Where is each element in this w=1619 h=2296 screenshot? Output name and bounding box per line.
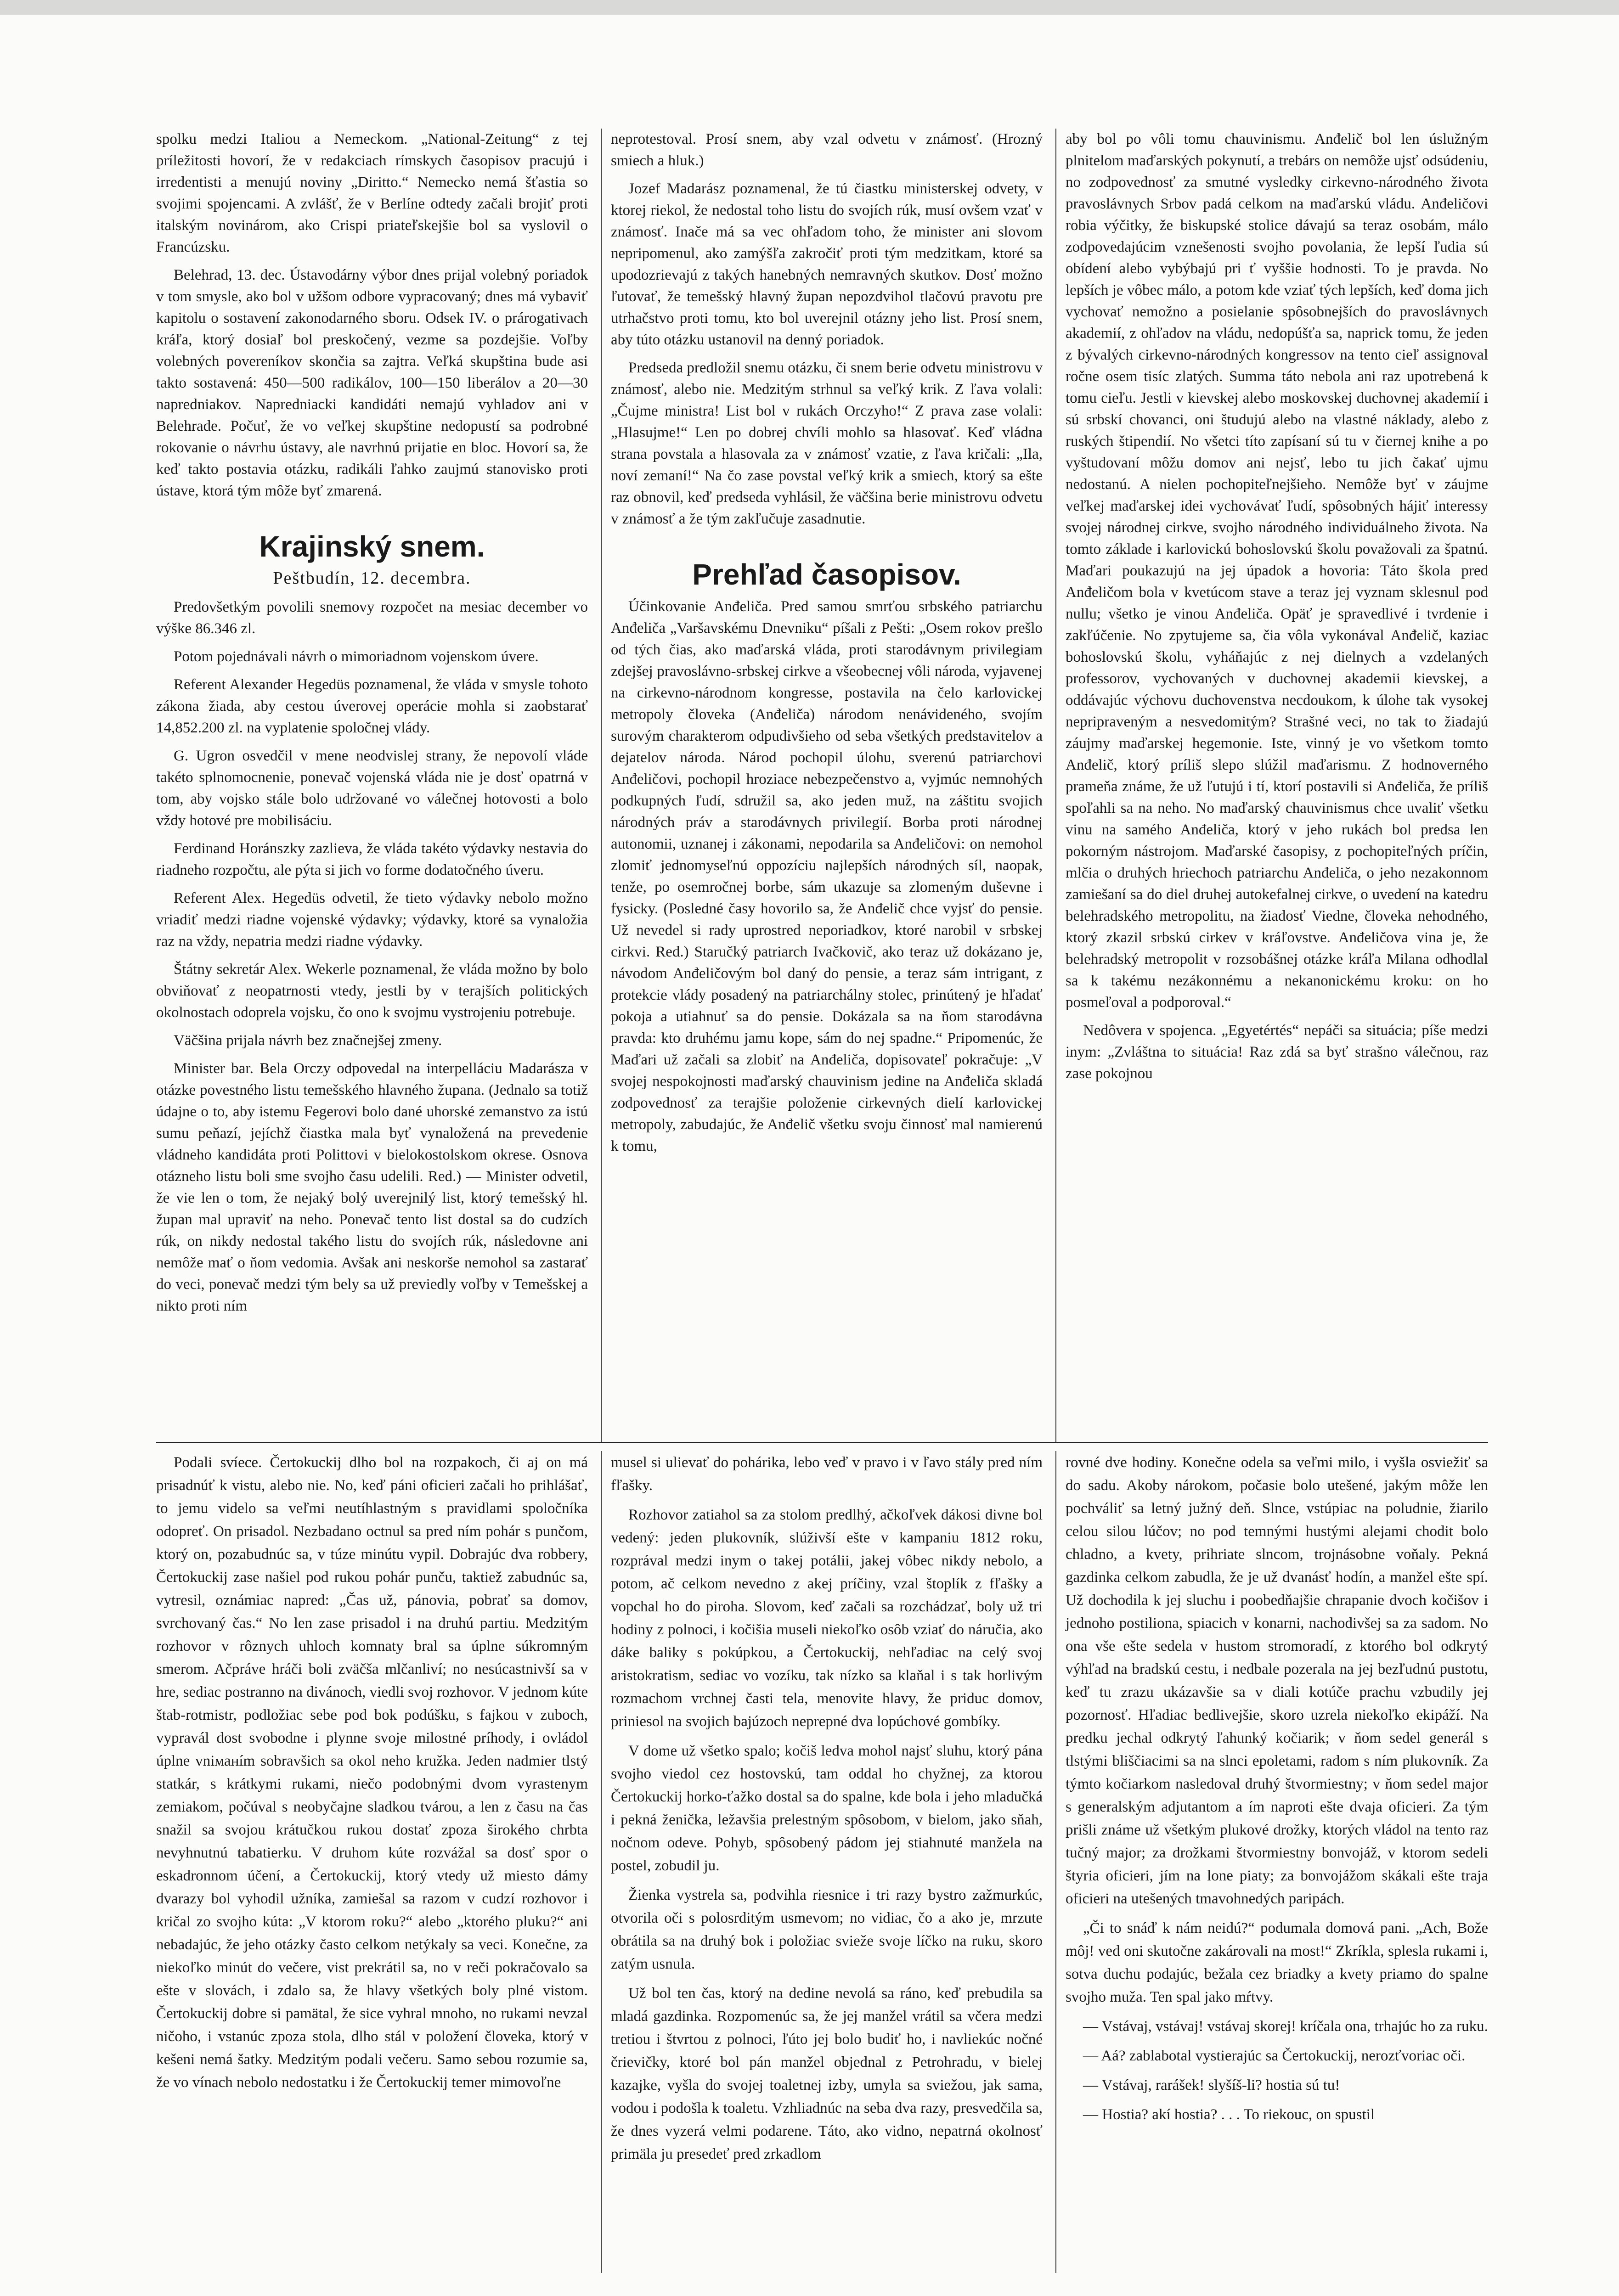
column-rule <box>601 1451 602 2273</box>
paragraph: Rozhovor zatiahol sa za stolom predlhý, ačkoľvek dákosi divne bol vedený: jeden plukovník, slúživší ešte v kampaniu 1812 roku, rozprával medzi inym o takej potálii, jakej vôbec nikdy nebolo, a potom, ač celkom nevedno z akej príčiny, vzal štoplík z fľašky a vopchal ho do piroha. Slovom, keď začali sa rozchádzať, boly už tri hodiny z polnoci, i kočišia museli niekoľko osôb vziať do náručia, ako dáke baliky s pokúpkou, a Čertokuckij, nehľadiac na celý svoj aristokratism, sediac vo vozíku, tak nízko sa klaňal i s tak horlivým rozmachom vrchnej časti tela, menovite hlavy, že priduc domov, priniesol na svojich bajúzoch neprepné dva lopúchové gombíky. <box>611 1507 1043 1730</box>
paragraph: Účinkovanie Anđeliča. Pred samou smrťou srbského patriarchu Anđeliča „Varšavskému Dnevniku“ píšali z Pešti: „Osem rokov prešlo od tých čias, ako maďarská vláda, proti starodávnym privilegiam zdejšej pravoslávno-srbskej cirkve a všeobecnej vôli národa, vyjavenej na cirkevno-národnom kongresse, postavila na čelo karlovickej metropoly človeka (Anđeliča) národom nenávideného, svojím surovým charakterom odpudivšieho od seba všetkých predstavitelov a dejatelov národa. Národ pochopil úlohu, sverenú patriarchovi Anđeličovi, pochopil hroziace nebezpečenstvo a, vyjmúc nemnohých podkupných ľudí, sdružil sa, ako jeden muž, na záštitu svojich národných práv a starodávnych privilegií. Borba proti národnej autonomii, uznanej i zákonami, nepodarila sa Anđeličovi: on nemohol zlomiť jednomyseľnú oppozíciu najlepších národných síl, naopak, tenže, po osemročnej borbe, sám ukazuje sa zlomeným duševne i fysicky. (Posledné časy hovorilo sa, že Anđelič chce vyjsť do pensie. Už nevedel si rady uprostred neporiadkov, ktoré narobil v srbskej cirkvi. Red.) Staručký patriarch Ivačkovič, ako teraz už dokázano je, návodom Anđeličovým bol daný do pensie, a teraz sám intrigant, z protekcie vlády posadený na patriarchálny stolec, prinútený je hľadať pokoja a utiahnuť sa do pensie. Dokázala sa na ňom starodávna pravda: kto druhému jamu kope, sám do nej spadne.“ Pripomenúc, že Maďari už začali sa zlobiť na Anđeliča, dopisovateľ pokračuje: „V svojej nespokojnosti maďarský chauvinism jedine na Anđeliča skladá zodpovednosť za terajšie položenie cirkevných dielí karlovickej metropoly, zabudajúc, že Anđelič všetku svoju činnosť mal namierenú k tomu, <box>611 598 1043 1154</box>
paragraph: Väčšina prijala návrh bez značnejšej zmeny. <box>174 1032 442 1049</box>
paragraph: Už bol ten čas, ktorý na dedine nevolá sa ráno, keď prebudila sa mladá gazdinka. Rozpomenúc sa, že jej manžel vrátil sa včera medzi tretiou i štvrtou z polnoci, ľúto jej bolo budiť ho, i navliekúc nočné črievičky, ktoré bol pán manžel objednal z Petrohradu, v bielej kazajke, vyšla do svojej toaletnej izby, umyla sa sviežou, jak sama, vodou i podošla k toaletu. Vzhliadnúc na seba dva razy, presvedčila sa, že dnes vyzerá velmi podarene. Táto, ako vidno, nepatrná okolnosť primäla ju presedeť pred zrkadlom <box>611 1985 1043 2162</box>
paragraph: Predovšetkým povolili snemovy rozpočet na mesiac december vo výške 86.346 zl. <box>156 599 588 637</box>
column-rule <box>1055 1451 1056 2273</box>
paragraph: Referent Alex. Hegedüs odvetil, že tieto výdavky nebolo možno vriadiť medzi riadne vojenské výdavky; výdavky, ktoré sa vynaložia raz na vždy, nepatria medzi riadne výdavky. <box>156 890 588 950</box>
paragraph: Podali svíece. Čertokuckij dlho bol na rozpakoch, či aj on má prisadnúť k vistu, alebo nie. No, keď páni oficieri začali ho prihlášať, to jemu videlo sa veľmi neutíhlastným s pravidlami spoločníka odopreť. On prisadol. Nezbadano octnul sa pred ním pohár s punčom, ktorý on, pozabudnúc sa, v túze minútu vypil. Dobrajúc dva robbery, Čertokuckij zase našiel pod rukou pohár punču, taktiež zabudnúc sa, vytresil, oznámiac napred: „Čas už, pánovia, pobrať sa domov, svrchovaný čas.“ No len zase prisadol i na druhú partiu. Medzitým rozhovor v rôznych uhloch komnaty bral sa úplne súkromným smerom. Ačpráve hráči boli zväčša mlčanliví; no nesúcastnivší sa v hre, sediac postranno na divánoch, viedli svoj rozhovor. V jednom kúte štab-rotmistr, podložiac sebe pod bok podúšku, s fajkou v zuboch, vypravál dost svobodne i plynne svoje milostné príhody, i ovládol úplne vniманím sobravšich sa okol neho kružka. Jeden nadmier tlstý statkár, s krátkymi rukami, niečo podobnými dvom vyrastenym zemiakom, počúval s neobyčajne sladkou tvárou, a len z času na čas snažil sa svojou krátučkou rukou dostať zpoza širokého chrbta nevyhnutnú tabatierku. V druhom kúte rozvážal sa dosť spor o eskadronnom účení, a Čertokuckij, ktorý vtedy už miesto dámy dvarazy bol vyhodil užníka, zamiešal sa razom v cudzí rozhovor i kričal zo svojho kúta: „V ktorom roku?“ alebo „ktorého pluku?“ ani nebadajúc, že jeho otázky často celkom netýkaly sa veci. Konečne, za niekoľko minút do večere, vist prekrátil sa, no v reči pokračovalo sa ešte v slovách, i zdalo sa, že hlavy všetkých boly plné vistom. Čertokuckij dobre si pamätal, že sice vyhral mnoho, no rukami nevzal ničoho, i vstanúc zpoza stola, dlho stál v položení človeka, ktorý v kešeni nemá šatky. Medzitým podali večeru. Samo sebou rozumie sa, že vo vínach nebolo nedostatku i že Čertokuckij temer mimovoľne <box>156 1454 588 2091</box>
paragraph: Potom pojednávali návrh o mimoriadnom vojenskom úvere. <box>174 648 539 665</box>
scan-top-edge <box>0 0 1619 15</box>
paragraph: aby bol po vôli tomu chauvinismu. Anđelič bol len úslužným plnitelom maďarských pokynutí, a trebárs on nemôže ujsť odsúdeniu, no zodpovednosť za smutné vysledky cirkevno-národného života pravoslávnych Srbov padá celkom na maďarskú vládu. Anđeličovi robia výčitky, že biskupské stolice dávajú sa teraz osobám, málo zodpovedajúcim vznešenosti svojho povolania, že lepší ľudia sú obídení alebo vybýbajú pri ť vyššie hodnosti. To je pravda. No lepších je vôbec málo, a potom kde vziať tých lepších, keď doma jich vychovať nemožno a posielanie spôsobnejších do pravoslávnych akademií, z ohľadov na vládu, nedopúšťa sa, naprick tomu, že jeden z bývalých cirkevno-národných kongressov na tento cieľ assignoval ročne osem tisíc zlatých. Summa táto nebola ani raz upotrebená k tomu cieľu. Jestli v kievskej alebo moskovskej duchovnej akademií i sú srbskí chovanci, oni študujú alebo na vlastné náklady, alebo z ruských štipendií. No všetci títo zapísaní sú tu v čiernej knihe a po vyštudovaní môžu domov ani nejsť, lebo tu jich čakať ujmu nedostanú. A nielen pochopiteľnejšieho. Nemôže byť v záujme veľkej maďarskej idei vychovávať ľudí, spôsobných hájiť interessy svojej národnej cirkve, svojho národného individuálneho života. Na tomto základe i karlovickú bohoslovskú školu považovali za špatnú. Maďari poukazujú na jej úpadok a hovoria: Táto škola pred Anđeličom bola v kvetúcom stave a teraz jej vyznam sklesnul pod nullu; všetko je vinou Anđeliča. Opäť je spravedlivé i tvrdenie i zakľúčenie. No zpytujeme sa, čia vôla vykonával Anđelič, kaziac bohoslovskú školu, vyháňajúc z nej dielnych a vzdelaných professorov, vychovaných v duchovnej akademii kievskej, a oddávajúc výchovu duchovenstva necdoukom, k úlohe tak vysokej nepripraveným a nesvedomitým? Strašné veci, no tak to žiadajú záujmy maďarskej hegemonie. Iste, vinný je vo všetkom tomto Anđelič, ktorý príliš slepo slúžil maďarismu. Z hodnoverného prameňa známe, že už ľutujú i tí, ktorí postavili si Anđeliča, že príliš spoľahli sa na neho. No maďarský chauvinismus chce uvaliť všetku vinu na samého Anđeliča, ktorý v jeho rukách bol predsa len pokorným nástrojom. Maďarské časopisy, z pochopiteľných príčin, mlčia o druhých hriechoch patriarchu Anđeliča, o jeho nezakonnom zamiešaní sa do diel druhej autokefalnej cirkve, o uvedení na katedru belehradského metropolitu, na žiadosť Viedne, človeka nehodného, ktorý zkazil srbskú cirkev v kráľovstve. Anđeličova vina je, že belehradský metropolit v rozsobášnej otázke kráľa Milana odhodlal sa k takému nezákonnému a nekanonickému kroku: on ho posmeľoval a podporoval.“ <box>1066 131 1488 1011</box>
paragraph: — Aá? zablabotal vystierajúc sa Čertokuckij, nerozťvoriac oči. <box>1083 2048 1466 2064</box>
dateline: Peštbudín, 12. decembra. <box>273 568 471 588</box>
paragraph: Jozef Madarász poznamenal, že tú čiastku ministerskej odvety, v ktorej riekol, že nedostal toho listu do svojích rúk, musí ovšem vzať v známosť. Inače má sa vec ohľadom toho, že minister ani slovom nepripomenul, ako zamýšľa zakročiť proti tým medzitkam, ktoré sa upodozrievajú z takých hanebných nemravných skutkov. Dosť možno ľutovať, že temešský hlavný župan nepozdvihol tlačovú pravotu pre utrhačstvo proti tomu, kto bol uverejnil otázny jeho list. Prosí snem, aby túto otázku ustanovil na denný poriadok. <box>611 180 1043 348</box>
column-rule <box>601 129 602 1442</box>
column-rule <box>1055 129 1056 1442</box>
section-divider <box>156 1442 1488 1443</box>
section-heading: Krajinský snem. <box>259 530 485 563</box>
top-column-1 <box>156 129 588 1323</box>
bottom-column-3 <box>1066 1451 1488 2133</box>
paragraph: „Či to snáď k nám neidú?“ podumala domová pani. „Ach, Bože môj! ved oni skutočne zakárovali na most!“ Zkríkla, splesla rukami i, sotva duchu podajúc, bežala cez briadky a kvety priamo do spalne svojho muža. Ten spal jako mŕtvy. <box>1066 1920 1488 2005</box>
paragraph: Belehrad, 13. dec. Ústavodárny výbor dnes prijal volebný poriadok v tom smysle, ako bol v užšom odbore vypracovaný; dnes má vybaviť kapitolu o sostavení zakonodarného sboru. Odsek IV. o prárogativach kráľa, ktorý dosiaľ bol preskočený, vezme sa pozdejšie. Voľby volebných povereníkov skončia sa zajtra. Veľká skupština bude asi takto sostavená: 450—500 radikálov, 100—150 liberálov a 20—30 napredniakov. Napredniacki kandidáti nemajú vyhladov ani v Belehrade. Počuť, že vo veľkej skupštine nedopustí sa podrobné rokovanie o návrhu ústavy, ale navrhnú prijatie en bloc. Hovorí sa, že keď takto postavia otázku, radikáli ľahko zaujmú stanovisko proti ústave, ktorá tým môže byť zmarená. <box>156 267 588 499</box>
paragraph: neprotestoval. Prosí snem, aby vzal odvetu v známosť. (Hrozný smiech a hluk.) <box>611 131 1043 169</box>
paragraph: Ferdinand Horánszky zazlieva, že vláda takéto výdavky nestavia do riadneho rozpočtu, ale pýta si jich vo forme dodatočného úveru. <box>156 840 588 878</box>
paragraph: rovné dve hodiny. Konečne odela sa veľmi milo, i vyšla osviežiť sa do sadu. Akoby nárokom, počasie bolo utešené, jakým môže len pochváliť sa letný južný deň. Slnce, vstúpiac na poludnie, žiarilo celou silou lúčov; no pod temnými hustými alejami chodit bolo chladno, a kvety, prihriate slncom, trojnásobne voňaly. Pekná gazdinka celkom zabudla, že je už dvanásť hodín, a manžel ešte spí. Už dochodila k jej sluchu i poobedňajšie chrapanie dvoch kočišov i jednoho postiliona, spiacich v konarni, nachodivšej sa za sadom. No ona vše ešte sedela v hustom stromoradí, z ktorého bol odkrytý výhľad na bradskú cestu, i nedbale pozerala na jej bezľudnú pustotu, keď tu zrazu ukázavšie sa v diali kotúče prachu vzbudily jej pozornosť. Hľadiac bedlivejšie, skoro uzrela niekoľko ekipáží. Na predku jechal odkrytý ľahunký kočiarik; v ňom sedel generál s tlstými bliščiacimi sa na slnci epoletami, radom s ním plukovník. Za týmto kočiarkom nasledoval druhý štvormiestny; v ňom sedel major s generalským adjutantom a ím naproti ešte dvaja oficieri. Za tým prišli známe už všetkým plukové drožky, ktorých vládol na tento raz tučný major; za drožkami štvormiestny bonvojáž, v ktorom sedeli štyria oficieri, jím na lone piaty; za bonvojážom skákali ešte traja oficieri na utešených tmavohnedých paripách. <box>1066 1454 1488 1907</box>
paragraph: — Hostia? akí hostia? . . . To riekouc, on spustil <box>1083 2106 1375 2123</box>
top-column-3 <box>1066 129 1488 1091</box>
paragraph: — Vstávaj, vstávaj! vstávaj skorej! kríčala ona, trhajúc ho za ruku. <box>1083 2018 1488 2035</box>
paragraph: Žienka vystrela sa, podvihla riesnice i tri razy bystro zažmurkúc, otvorila oči s polosrditým usmevom; no vidiac, čo a ako je, mrzute obrátila sa na druhý bok i položiac svieže svoje líčko na ruku, skoro zatým usnula. <box>611 1887 1043 1972</box>
paragraph: Predseda predložil snemu otázku, či snem berie odvetu ministrovu v známosť, alebo nie. Medzitým strhnul sa veľký krik. Z ľava volali: „Čujme ministra! List bol v rukách Orczyho!“ Z prava zase volali: „Hlasujme!“ Len po dobrej chvíli mohlo sa hlasovať. Keď vládna strana povstala a hlasovala za v známosť vzatie, z ľava kričali: „Ila, noví zemaní!“ Na čo zase povstal veľký krik a smiech, ktorý sa ešte raz obnovil, keď predseda vyhlásil, že väčšina berie ministrovu odvetu v známosť a že tým zakľučuje zasadnutie. <box>611 360 1043 527</box>
paragraph: musel si ulievať do pohárika, lebo veď v pravo i v ľavo stály pred ním fľašky. <box>611 1454 1043 1494</box>
paragraph: Štátny sekretár Alex. Wekerle poznamenal, že vláda možno by bolo obviňovať z neopatrnosti vtedy, jestli by v terajších politických okolnostach odoprela vojsku, čo ono k svojmu vystrojeniu potrebuje. <box>156 961 588 1021</box>
paragraph: Referent Alexander Hegedüs poznamenal, že vláda v smysle tohoto zákona žiada, aby cestou úverovej operácie mohla si zaobstarať 14,852.200 zl. na vyplatenie spoločnej vlády. <box>156 676 588 736</box>
paragraph: Minister bar. Bela Orczy odpovedal na interpelláciu Madarásza v otázke povestného listu temešského hlavného župana. (Jednalo sa totiž údajne o to, aby istemu Fegerovi bolo dané uhorské zemanstvo za istú sumu peňazí, jejíchž čiastka mala byť vynaložená na prevedenie vládneho kandidáta proti Polittovi v bielokostolskom okrese. Osnova otázneho listu boli sme svojho času udelili. Red.) — Minister odvetil, že vie len o tom, že nejaký bolý uverejnilý list, ktorý temešský hl. župan mal upraviť na neho. Ponevač tento list dostal sa do cudzích rúk, on nikdy nedostal takého listu do svojích rúk, následovne ani nemôže mať o ňom vedomia. Avšak ani neskorše nemohol sa zastarať do veci, ponevač medzi tým bely sa už previedly voľby v Temešskej a nikto proti ním <box>156 1060 588 1314</box>
paragraph: Nedôvera v spojenca. „Egyetértés“ nepáči sa situácia; píše medzi inym: „Zvláštna to situácia! Raz zdá sa byť strašno válečnou, raz zase pokojnou <box>1066 1022 1488 1082</box>
section-heading: Prehľad časopisov. <box>692 558 961 591</box>
bottom-column-2 <box>611 1451 1043 2172</box>
paragraph: G. Ugron osvedčil v mene neodvislej strany, že nepovolí vláde takéto splnomocnenie, ponevač vojenská vláda nie je dosť opatrná v tom, aby vojsko stále bolo udržované vo válečnej hotovosti a bolo vždy hotové pre mobilisáciu. <box>156 748 588 829</box>
bottom-column-1 <box>156 1451 588 2100</box>
paragraph: spolku medzi Italiou a Nemeckom. „National-Zeitung“ z tej príležitosti hovorí, že v redakciach rímskych časopisov pracujú i irredentisti a menujú noviny „Diritto.“ Nemecko nemá šťastia so svojimi spojencami. A zvlášť, že v Berlíne odtedy začali brojiť proti italským novinárom, ako Crispi priateľskejšie bol sa vyslovil o Francúzsku. <box>156 131 588 255</box>
paragraph: — Vstávaj, rarášek! slyšíš-li? hostia sú tu! <box>1083 2077 1340 2093</box>
paragraph: V dome už všetko spalo; kočiš ledva mohol najsť sluhu, ktorý pána svojho viedol cez hostovskú, tam oddal ho chyžnej, za ktorou Čertokuckij horko-ťažko dostal sa do spalne, kde bola i jeho mladučká i pekná ženička, ležavšia prelestným spôsobom, v bielom, jako sňah, nočnom odeve. Pohyb, spôsobený pádom jej stiahnuté manžela na postel, zobudil ju. <box>611 1743 1043 1874</box>
top-column-2 <box>611 129 1043 1164</box>
